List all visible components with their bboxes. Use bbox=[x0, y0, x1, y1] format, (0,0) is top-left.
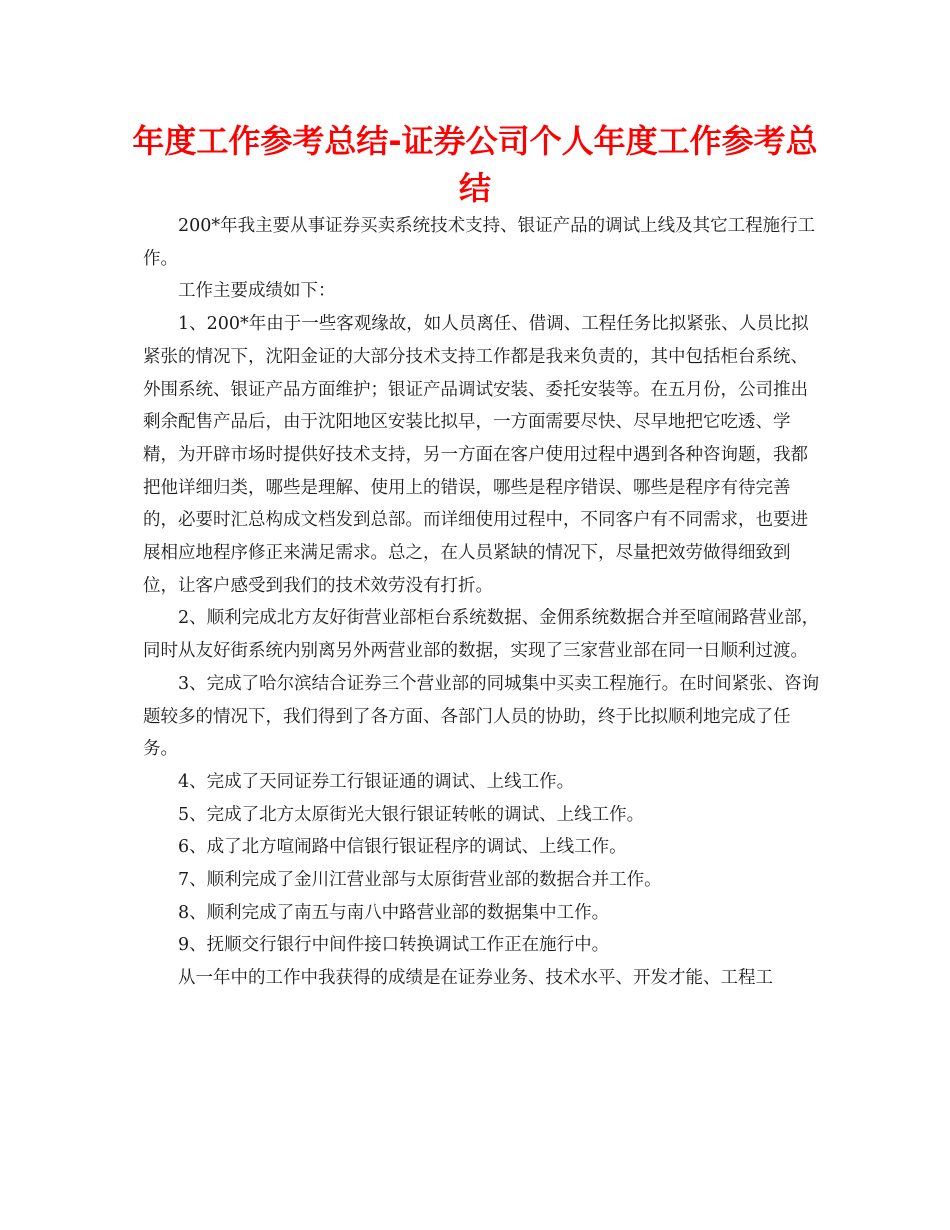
paragraph-item-2: 2、顺利完成北方友好街营业部柜台系统数据、金佣系统数据合并至喧闹路营业部，同时从友好街系统内别离另外两营业部的数据，实现了三家营业部在同一日顺利过渡。 bbox=[143, 608, 820, 662]
paragraph-item-7: 7、顺利完成了金川江营业部与太原街营业部的数据合并工作。 bbox=[178, 870, 662, 891]
paragraph-intro: 200*年我主要从事证券买卖系统技术支持、银证产品的调试上线及其它工程施行工作。 bbox=[143, 216, 816, 269]
paragraph-item-4: 4、完成了天同证券工行银证通的调试、上线工作。 bbox=[178, 771, 575, 792]
paragraph-achievements-heading: 工作主要成绩如下： bbox=[178, 281, 336, 302]
paragraph-conclusion: 从一年中的工作中我获得的成绩是在证券业务、技术水平、开发才能、工程工 bbox=[178, 968, 773, 989]
paragraph-item-5: 5、完成了北方太原街光大银行银证转帐的调试、上线工作。 bbox=[178, 804, 645, 825]
document-body bbox=[143, 210, 825, 995]
paragraph-item-1: 1、200*年由于一些客观缘故，如人员离任、借调、工程任务比拟紧张、人员比拟紧张的情况下，沈阳金证的大部分技术支持工作都是我来负责的，其中包括柜台系统、外围系统、银证产品方面维护；银证产品调试安装、委托安装等。在五月份，公司推出剩余配售产品后，由于沈阳地区安装比拟早，一方面需要尽快、尽早地把它吃透、学精，为开辟市场时提供好技术支持，另一方面在客户使用过程中遇到各种咨询题，我都把他详细归类，哪些是理解、使用上的错误，哪些是程序错误、哪些是程序有待完善的，必要时汇总构成文档发到总部。而详细使用过程中，不同客户有不同需求，也要进展相应地程序修正来满足需求。总之，在人员紧缺的情况下，尽量把效劳做得细致到位，让客户感受到我们的技术效劳没有打折。 bbox=[143, 314, 809, 596]
paragraph-item-8: 8、顺利完成了南五与南八中路营业部的数据集中工作。 bbox=[178, 902, 610, 923]
paragraph-item-6: 6、成了北方喧闹路中信银行银证程序的调试、上线工作。 bbox=[178, 837, 627, 858]
paragraph-item-3: 3、完成了哈尔滨结合证券三个营业部的同城集中买卖工程施行。在时间紧张、咨询题较多的情况下，我们得到了各方面、各部门人员的协助，终于比拟顺利地完成了任务。 bbox=[143, 673, 820, 760]
paragraph-item-9: 9、抚顺交行银行中间件接口转换调试工作正在施行中。 bbox=[178, 935, 610, 956]
document-title: 年度工作参考总结-证券公司个人年度工作参考总结 bbox=[132, 122, 818, 207]
